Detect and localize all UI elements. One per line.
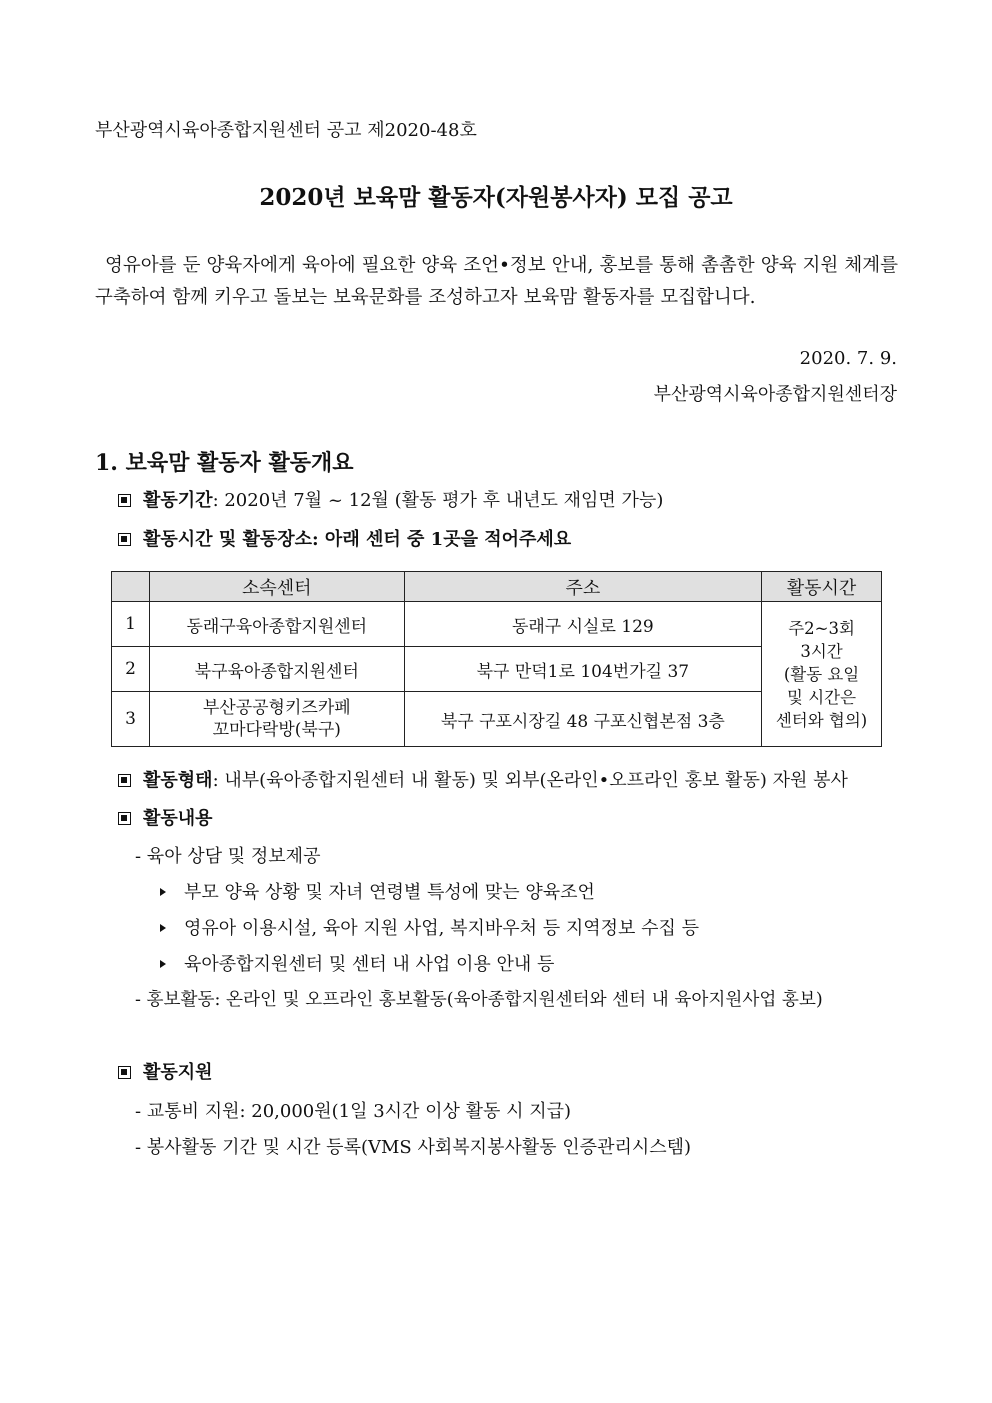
time-line: 주2~3회 <box>788 618 855 638</box>
content-item: - 홍보활동: 온라인 및 오프라인 홍보활동(육아종합지원센터와 센터 내 육아지원사업 홍보) <box>135 990 823 1010</box>
section-heading: 1. 보육맘 활동자 활동개요 <box>95 450 354 476</box>
center-table <box>111 571 882 747</box>
triangle-bullet-icon <box>160 888 166 896</box>
table-header-no <box>112 572 150 602</box>
intro-paragraph: 영유아를 둔 양육자에게 육아에 필요한 양육 조언•정보 안내, 홍보를 통해 촘촘한 양육 지원 체계를 구축하여 함께 키우고 돌보는 보육문화를 조성하고자 보육맘 활동자를 모집합니다. <box>95 255 898 308</box>
square-bullet-icon <box>118 774 131 787</box>
issuer: 부산광역시육아종합지원센터장 <box>653 384 897 405</box>
activity-time-place <box>118 525 571 551</box>
table-header-time: 활동시간 <box>762 572 882 602</box>
subitem-text: 영유아 이용시설, 육아 지원 사업, 복지바우처 등 지역정보 수집 등 <box>184 918 700 939</box>
table-row <box>112 602 882 647</box>
center-line: 부산공공형키즈카페 <box>202 698 351 718</box>
square-bullet-icon <box>118 812 131 825</box>
row-number: 3 <box>112 692 150 747</box>
activity-period <box>118 486 663 512</box>
subitem-text: 육아종합지원센터 및 센터 내 사업 이용 안내 등 <box>184 954 555 975</box>
activity-form <box>118 766 848 792</box>
activity-time-cell <box>762 602 882 747</box>
activity-content <box>118 804 213 830</box>
support-label: 활동지원 <box>143 1062 213 1083</box>
subitem-text: 부모 양육 상황 및 자녀 연령별 특성에 맞는 양육조언 <box>184 882 595 903</box>
notice-number: 부산광역시육아종합지원센터 공고 제2020-48호 <box>95 120 477 141</box>
support-item: - 봉사활동 기간 및 시간 등록(VMS 사회복지봉사활동 인증관리시스템) <box>135 1137 692 1158</box>
row-center <box>149 692 404 747</box>
document-title: 2020년 보육맘 활동자(자원봉사자) 모집 공고 <box>259 184 733 211</box>
row-address: 동래구 시실로 129 <box>404 602 762 647</box>
time-line: 센터와 협의) <box>775 710 868 730</box>
content-label: 활동내용 <box>143 808 213 829</box>
table-header-row <box>112 572 882 602</box>
content-subitem <box>160 914 699 940</box>
time-line: 및 시간은 <box>787 687 857 707</box>
table-header-center: 소속센터 <box>149 572 404 602</box>
row-center: 북구육아종합지원센터 <box>149 647 404 692</box>
row-number: 1 <box>112 602 150 647</box>
period-value: : 2020년 7월 ~ 12월 (활동 평가 후 내년도 재임면 가능) <box>212 490 664 511</box>
form-value: : 내부(육아종합지원센터 내 활동) 및 외부(온라인•오프라인 홍보 활동) 자원 봉사 <box>212 770 848 791</box>
row-address: 북구 만덕1로 104번가길 37 <box>404 647 762 692</box>
triangle-bullet-icon <box>160 960 166 968</box>
square-bullet-icon <box>118 494 131 507</box>
support-item: - 교통비 지원: 20,000원(1일 3시간 이상 활동 시 지급) <box>135 1101 572 1122</box>
row-address: 북구 구포시장길 48 구포신협본점 3층 <box>404 692 762 747</box>
center-line: 꼬마다락방(북구) <box>212 720 341 740</box>
time-line: (활동 요일 <box>783 664 860 684</box>
activity-support <box>118 1058 213 1084</box>
row-number: 2 <box>112 647 150 692</box>
row-center: 동래구육아종합지원센터 <box>149 602 404 647</box>
table-header-address: 주소 <box>404 572 762 602</box>
triangle-bullet-icon <box>160 924 166 932</box>
content-subitem <box>160 878 595 904</box>
content-subitem <box>160 950 554 976</box>
period-label: 활동기간 <box>143 490 213 511</box>
form-label: 활동형태 <box>143 770 213 791</box>
time-line: 3시간 <box>800 641 843 661</box>
time-place-label: 활동시간 및 활동장소: 아래 센터 중 1곳을 적어주세요 <box>143 529 572 550</box>
square-bullet-icon <box>118 1066 131 1079</box>
content-item: - 육아 상담 및 정보제공 <box>135 846 321 867</box>
notice-date: 2020. 7. 9. <box>799 348 897 369</box>
square-bullet-icon <box>118 533 131 546</box>
